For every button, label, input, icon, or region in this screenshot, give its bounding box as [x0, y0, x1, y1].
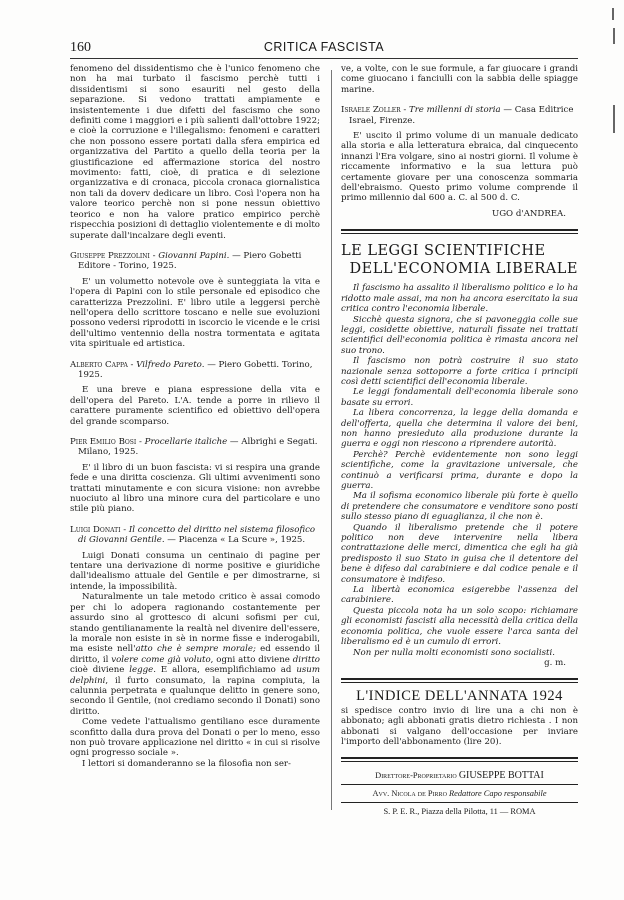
review-body: E' un volumetto notevole ove è sunteggiata la vita e l'opera di Papini con lo stile personale ed episodico che caratterizza Prezzolini. E' libro utile a leggersi perchè nell'opera dello scrittore toscano e nelle sue evoluzioni possono vedersi riprodotti in iscorcio le vicende e le crisi dell'ultimo ventennio della nostra tormentata e agitata vita spirituale ed artistica. — [70, 276, 320, 350]
imprint-rule — [341, 802, 578, 803]
imprint-director — [341, 770, 578, 781]
article-paragraph: La libertà economica esigerebbe l'assenza del carabiniere. — [341, 585, 578, 606]
article-paragraph: Il fascismo ha assalito il liberalismo politico e lo ha ridotto male assai, ma non ha ancora esercitato la sua critica contro l'economia liberale. — [341, 283, 578, 315]
review-publisher: — Albrighi e Segati. Milano, 1925. — [78, 437, 318, 458]
review-book-title: Vilfredo Pareto. — [136, 359, 205, 370]
review-book-title: Giovanni Papini. — [158, 250, 230, 261]
running-header — [70, 40, 578, 59]
review-body: E' il libro di un buon fascista: vi si respira una grande fede e una diritta coscienza. Gli ultimi avvenimenti sono trattati minutamente e con sicura visione: non avrebbe nuociuto al libro una minore cura del particolare e uno stile più piano. — [70, 462, 320, 515]
editor-name: Avv. Nicola de Pirro — [372, 789, 447, 799]
review-publisher: — Piero Gobetti Editore - Torino, 1925. — [78, 250, 302, 272]
review-author: Giuseppe Prezzolini — [70, 250, 150, 261]
review-body: I lettori si domanderanno se la filosofia non ser- — [82, 758, 291, 769]
review-publisher: — Piero Gobetti. Torino, 1925. — [78, 359, 313, 380]
paragraph: ve, a volte, con le sue formule, a far giuocare i grandi come giuocano i fanciulli con la sabbia delle spiagge marine. — [341, 64, 578, 95]
imprint-editor — [341, 788, 578, 799]
article-paragraph: Il fascismo non potrà costruire il suo stato nazionale senza sottoporre a forte critica i principii così detti scientifici dell'economia liberale. — [341, 356, 578, 387]
column-divider — [331, 70, 332, 810]
index-notice-body: si spedisce contro invio di lire una a chi non è abbonato; agli abbonati gratis dietro richiesta . I non abbonati si valgano dell'occasione per inviare l'importo dell'abbonamento (lire 20). — [341, 705, 578, 747]
review-body: E' uscito il primo volume di un manuale dedicato alla storia e alla letteratura ebraica, dal cinquecento innanzi l'Era volgare, sino ai nostri giorni. Il volume è riccamente informativo e la sua lettura può certamente giovare per una conoscenza sommaria dell'ebraismo. Questo primo volume comprende il primo millennio dal 600 a. C. al 500 d. C. — [341, 131, 578, 204]
scan-edge-mark — [613, 105, 615, 133]
article-title-line-1: LE LEGGI SCIENTIFICHE — [341, 243, 546, 260]
left-column — [70, 64, 320, 769]
page-number: 160 — [70, 40, 91, 55]
director-label: Direttore-Proprietario — [375, 771, 457, 781]
review-book-title: Tre millenni di storia — [408, 105, 501, 116]
review-body: E una breve e piana espressione della vita e dell'opera del Pareto. L'A. tende a porre in rilievo il carattere puramente scientifico ed obiettivo dell'opera del grande scomparso. — [70, 385, 320, 427]
review-body: Come vedete l'attualismo gentiliano esce duramente sconfitto dalla dura prova del Donati o per lo meno, esso non può trovare applicazione nel diritto « in cui si risolve ogni progresso sociale ». — [70, 717, 320, 759]
article-paragraph: Questa piccola nota ha un solo scopo: richiamare gli economisti fascisti alla necessità della critica della economia politica, che vuole essere l'arca santa del liberalismo ed è un cumulo di errori. — [341, 605, 578, 648]
editor-role: Redattore Capo responsabile — [449, 789, 547, 799]
paragraph: fenomeno del dissidentismo che è l'unico fenomeno che non ha mai turbato il fascismo perchè tutti i dissidentismi si sono esauriti nel gesto della separazione. Si vedono trattati ampiamente e insistentemente i due difetti del fascismo che sono definiti come i maggiori e i più salienti dall'ottobre 1922; e cioè la corruzione e l'illegalismo: fenomeni e caratteri che non possono essere portati dalla sfera empirica ed organizzativa del Partito a quello della teoria per la giustificazione ed affermazione storica del nostro movimento: fatti, cioè, di pratica e di selezione organizzativa e di cronaca, piccola cronaca giornalistica non tali da doverv dedicare un libro. Così l'opera non ha valore teorico perchè non si pone nessun obiettivo teorico e non ha valore pratico empirico perchè rispecchia posizioni di dettaglio violentemente e di molto superate dall'incalzare degli eventi. — [70, 64, 320, 241]
review-book-title: Il concetto del diritto nel sistema filosofico di Giovanni Gentile. — [78, 524, 316, 546]
article-paragraph: Le leggi fondamentali dell'economia liberale sono basate su errori. — [341, 387, 578, 408]
review-citation: Alberto Cappa - Vilfredo Pareto. — Piero Gobetti. Torino, 1925. — [70, 359, 313, 380]
section-divider — [341, 229, 578, 234]
review-author: Luigi Donati — [70, 524, 121, 535]
review-citation: Luigi Donati - Il concetto del diritto nel sistema filosofico di Giovanni Gentile. — Piacenza « La Scure », 1925. — [70, 524, 316, 546]
journal-title: CRITICA FASCISTA — [263, 40, 385, 54]
article-paragraph: La libera concorrenza, la legge della domanda e dell'offerta, quella che determina il valore dei beni, non hanno presieduto alla produzione durante la guerra e oggi non riescono a riprendere autorità. — [341, 408, 578, 450]
review-body: Naturalmente un tale metodo critico è assai comodo per chi lo adopera ragionando costantemente per assurdo sino al grottesco di alcuni sofismi per cui, stando gentilianamente la realtà nel divenire dell'essere, la morale non esiste in sè in norme fisse e inderogabili, ma esiste nell'atto che è sempre morale; ed essendo il diritto, il volere come già voluto, ogni atto diviene diritto cioè diviene legge. E allora, esemplifichiamo ad usum delphini, il furto consumato, la rapina compiuta, la calunnia perpetrata e qualunque delitto in genere sono, secondo il Gentile, (noi crediamo secondo il Donati) sono diritto. — [70, 592, 320, 717]
article-body — [341, 283, 578, 658]
review-author: Israele Zoller — [341, 105, 401, 116]
review-body: Luigi Donati consuma un centinaio di pagine per tentare una derivazione di norme positive e giuridiche dall'idealismo attuale del Gentile e per dimostrarne, si intende, la impossibilità. — [70, 550, 320, 592]
section-divider — [341, 678, 578, 683]
author-signature: UGO d'ANDREA. — [491, 208, 566, 219]
review-publisher: — Casa Editrice Israel, Firenze. — [349, 105, 574, 126]
article-signature: g. m. — [544, 657, 566, 668]
scan-edge-mark — [612, 8, 614, 20]
article-paragraph: Non per nulla molti economisti sono socialisti. — [353, 647, 555, 658]
section-divider — [341, 757, 578, 762]
review-publisher: — Piacenza « La Scure », 1925. — [167, 535, 306, 546]
imprint-rule — [341, 784, 578, 785]
right-column — [341, 64, 578, 817]
review-citation: Pier Emilio Bosi - Procellarie italiche — Albrighi e Segati. Milano, 1925. — [70, 437, 318, 458]
article-paragraph: Perchè? Perchè evidentemente non sono leggi scientifiche, come la gravitazione universale, che continuò a verificarsi prima, durante e dopo la guerra. — [341, 449, 578, 491]
director-name: GIUSEPPE BOTTAI — [458, 770, 544, 782]
review-author: Alberto Cappa — [70, 359, 128, 370]
scan-edge-mark — [613, 28, 615, 44]
index-notice-title: L'INDICE DELL'ANNATA 1924 — [356, 688, 563, 705]
review-citation: Israele Zoller - Tre millenni di storia — Casa Editrice Israel, Firenze. — [341, 105, 574, 126]
article-paragraph: Quando il liberalismo pretende che il potere politico non deve intervenire nella libera contrattazione delle merci, dimentica che egli ha già predisposto il suo Stato in guisa che il detentore del bene è difeso dal carabiniere e dal codice penale e il consumatore è indifeso. — [341, 522, 578, 585]
review-book-title: Procellarie italiche — [144, 437, 228, 447]
article-title-line-2: DELL'ECONOMIA LIBERALE — [349, 261, 578, 278]
review-author: Pier Emilio Bosi — [70, 437, 137, 447]
article-paragraph: Ma il sofisma economico liberale più forte è quello di pretendere che consumatore e venditore sono posti sullo stesso piano di eguaglianza, il che non è. — [341, 491, 578, 523]
imprint-publisher: S. P. E. R., Piazza della Pilotta, 11 — ROMA — [383, 807, 536, 817]
article-paragraph: Sicchè questa signora, che si pavoneggia colle sue leggi, cosidette obiettive, naturali fissate nei trattati scientifici dell'economia politica è rimasta ancora nel suo trono. — [341, 314, 578, 356]
review-citation: Giuseppe Prezzolini - Giovanni Papini. — Piero Gobetti Editore - Torino, 1925. — [70, 250, 302, 272]
